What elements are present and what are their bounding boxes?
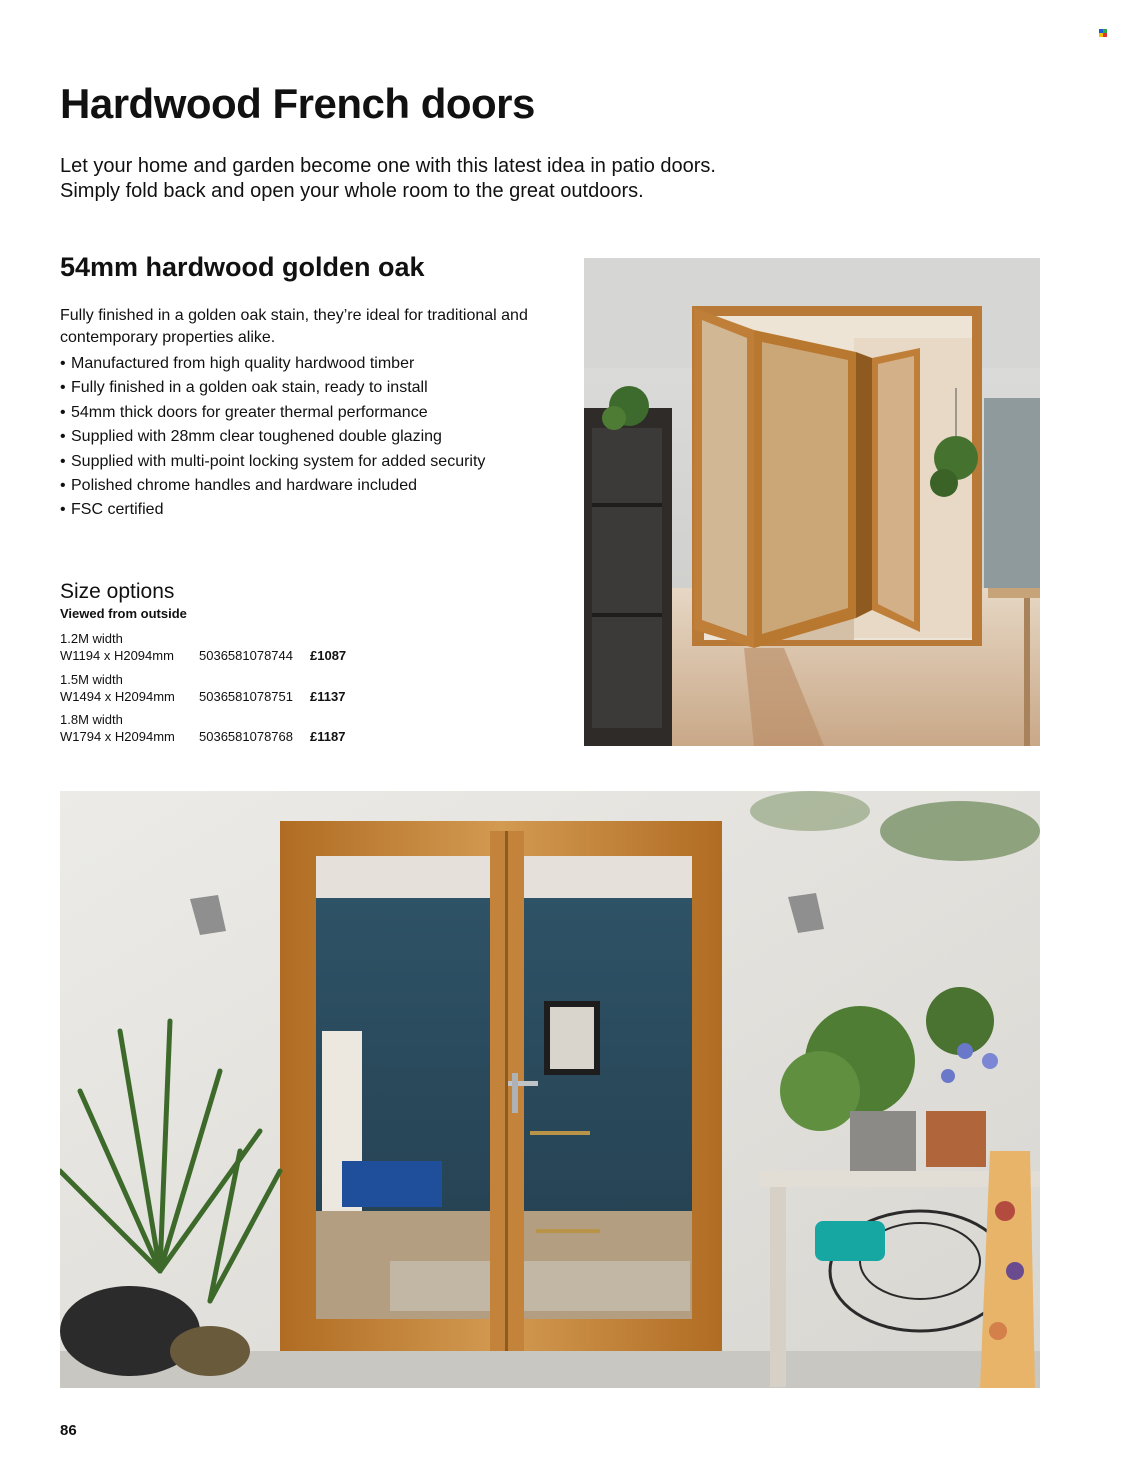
brand-logo-icon <box>1099 29 1107 37</box>
intro-text <box>60 154 820 204</box>
intro-line: Simply fold back and open your whole room to the great outdoors. <box>60 180 644 202</box>
size-width: 1.8M width <box>60 712 123 727</box>
feature-item: • Supplied with 28mm clear toughened double glazing <box>60 425 485 449</box>
feature-item: • Polished chrome handles and hardware included <box>60 474 485 498</box>
size-price: £1087 <box>310 648 347 663</box>
size-price: £1137 <box>310 688 346 704</box>
feature-item: • Fully finished in a golden oak stain, ready to install <box>60 376 485 400</box>
french-doors-photo <box>60 791 1040 1388</box>
size-price: £1187 <box>310 729 346 744</box>
size-dimensions: W1194 x H2094mm <box>60 648 174 663</box>
feature-item: • FSC certified <box>60 498 485 522</box>
size-options-heading: Size options <box>60 580 175 603</box>
size-width: 1.5M width <box>60 671 123 687</box>
feature-item: • Supplied with multi-point locking system for added security <box>60 450 485 474</box>
feature-item: • 54mm thick doors for greater thermal performance <box>60 401 485 425</box>
size-product-code: 5036581078751 <box>199 688 293 704</box>
size-product-code: 5036581078744 <box>199 648 293 663</box>
product-description: Fully finished in a golden oak stain, they’re ideal for traditional and contemporary properties alike. <box>60 307 528 346</box>
bifold-doors-photo <box>584 258 1040 746</box>
size-width: 1.2M width <box>60 631 123 646</box>
page-number: 86 <box>60 1422 77 1439</box>
feature-item: • Manufactured from high quality hardwood timber <box>60 352 485 376</box>
product-heading: 54mm hardwood golden oak <box>60 252 425 282</box>
size-options-subheading: Viewed from outside <box>60 606 187 621</box>
size-product-code: 5036581078768 <box>199 729 293 744</box>
logo-square-red <box>1103 33 1107 37</box>
size-dimensions: W1794 x H2094mm <box>60 729 175 744</box>
size-dimensions: W1494 x H2094mm <box>60 688 175 704</box>
page-title: Hardwood French doors <box>60 80 535 127</box>
intro-line: Let your home and garden become one with this latest idea in patio doors. <box>60 155 716 177</box>
feature-list <box>60 352 485 523</box>
